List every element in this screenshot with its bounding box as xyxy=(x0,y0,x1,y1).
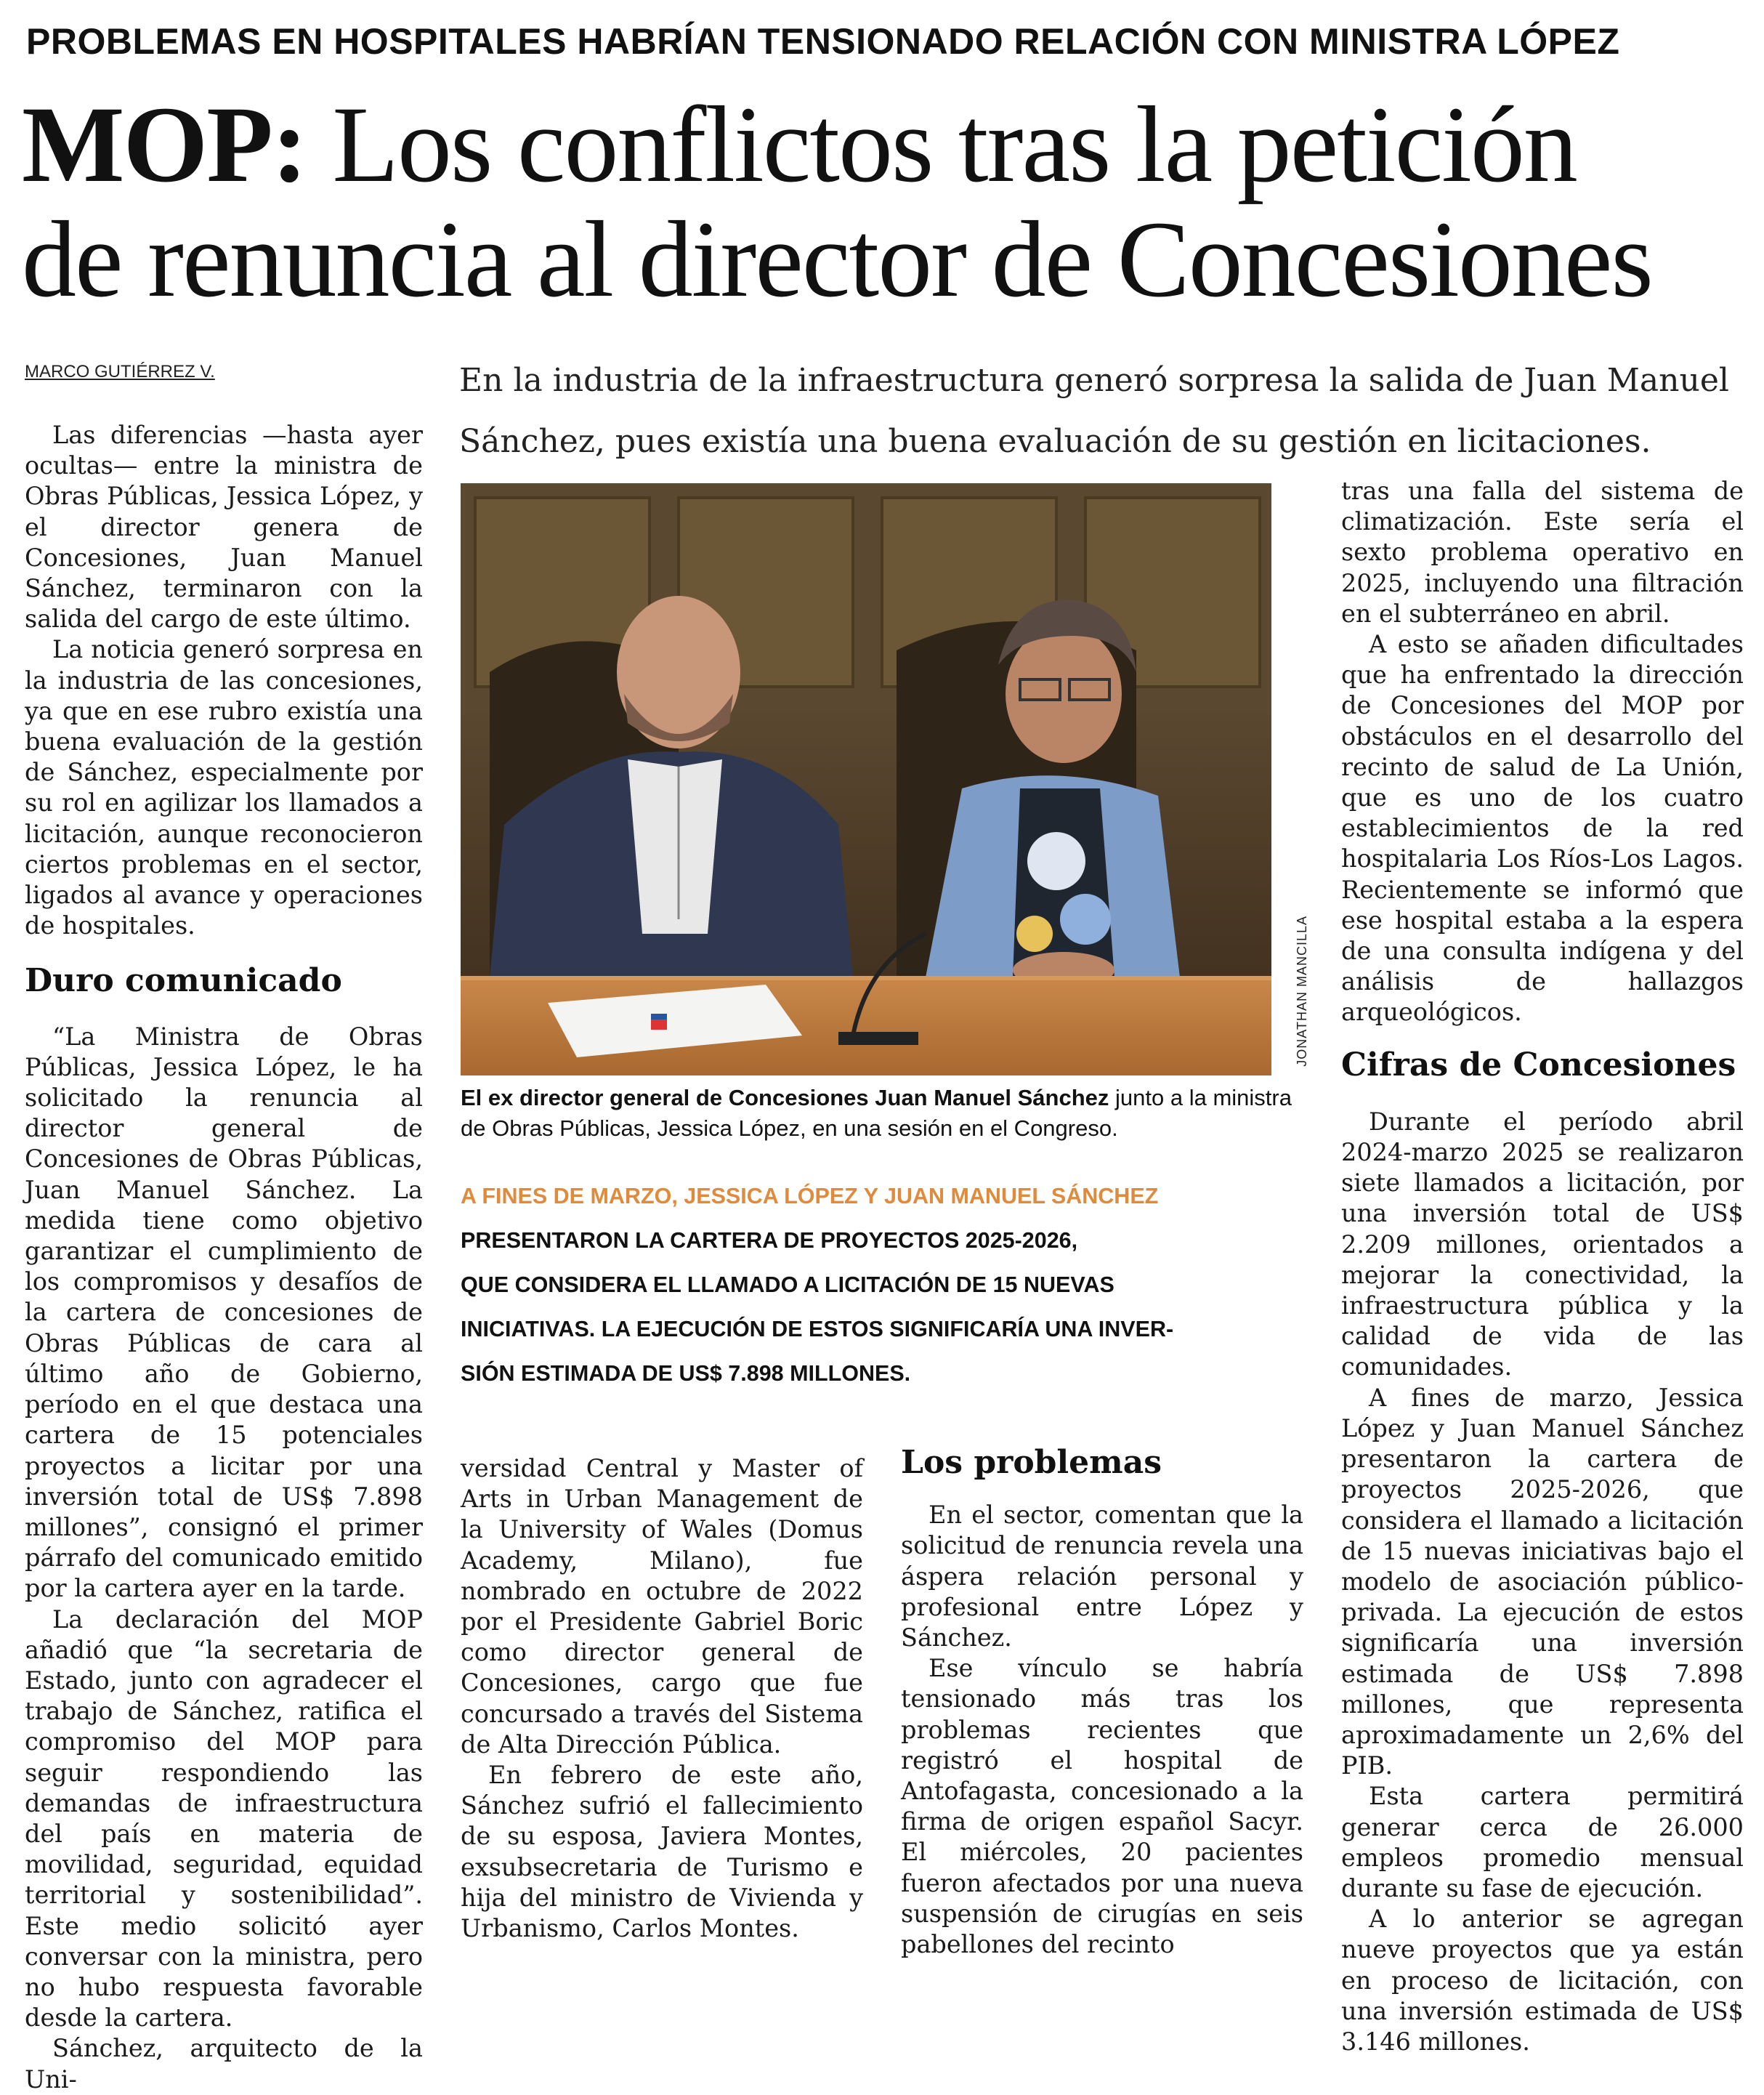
caption-bold: El ex director general de Concesiones Juan Manuel Sánchez xyxy=(461,1085,1109,1110)
paragraph: En el sector, comentan que la solicitud de renuncia revela una áspera relación personal y profesional entre López y Sánchez. xyxy=(901,1501,1303,1652)
paragraph: tras una falla del sistema de climatización. Este sería el sexto problema operativo en 2025, incluyendo una filtración en el subterráneo en abril. xyxy=(1341,477,1744,628)
paragraph: versidad Central y Master of Arts in Urban Management de la University of Wales (Domus Academy, Milano), fue nombrado en octubre de 2022 por el Presidente Gabriel Boric como director general de Concesiones, cargo que fue concursado a través del Sistema de Alta Dirección Pública. xyxy=(461,1454,863,1759)
paragraph: A esto se añaden dificultades que ha enfrentado la dirección de Concesiones del MOP por obstáculos en el desarrollo del recinto de salud de La Unión, que es uno de los cuatro establecimientos de la red hospitalaria Los Ríos-Los Lagos. Recientemente se informó que ese hospital estaba a la espera de una consulta indígena y del análisis de hallazgos arqueológicos. xyxy=(1341,630,1744,1027)
paragraph: Esta cartera permitirá generar cerca de 26.000 empleos promedio mensual durante su fase de ejecución. xyxy=(1341,1782,1744,1902)
subhead-los-problemas: Los problemas xyxy=(901,1444,1162,1481)
subhead-cifras-de-concesiones: Cifras de Concesiones xyxy=(1341,1046,1736,1083)
column-3 xyxy=(901,1444,1303,1960)
pull-quote-line: INICIATIVAS. LA EJECUCIÓN DE ESTOS SIGNIFICARÍA UNA INVER- xyxy=(461,1317,1174,1341)
column-4 xyxy=(1341,476,1744,2057)
paragraph: A lo anterior se agregan nueve proyectos que ya están en proceso de licitación, con una inversión estimada de US$ 3.146 millones. xyxy=(1341,1905,1744,2056)
headline-line-1 xyxy=(22,84,1751,205)
paragraph: Sánchez, arquitecto de la Uni- xyxy=(25,2034,423,2094)
paragraph: “La Ministra de Obras Públicas, Jessica López, le ha solicitado la renuncia al director general de Concesiones de Obras Públicas, Juan Manuel Sánchez. La medida tiene como objetivo garantizar el cumplimiento de los compromisos y desafíos de la cartera de concesiones de Obras Públicas de cara al último año de Gobierno, período en el que destaca una cartera de 15 potenciales proyectos a licitar por una inversión total de US$ 7.898 millones”, consignó el primer párrafo del comunicado emitido por la cartera ayer en la tarde. xyxy=(25,1022,423,1603)
pull-quote-line: QUE CONSIDERA EL LLAMADO A LICITACIÓN DE 15 NUEVAS xyxy=(461,1272,1114,1297)
byline: MARCO GUTIÉRREZ V. xyxy=(25,362,215,382)
caption-rest: junto a la ministra de Obras Públicas, Jessica López, en una sesión en el Congreso. xyxy=(461,1085,1292,1141)
headline-line-2: de renuncia al director de Concesiones xyxy=(22,199,1652,320)
photo-caption xyxy=(461,1083,1303,1144)
photo-illustration xyxy=(461,483,1271,1075)
kicker: PROBLEMAS EN HOSPITALES HABRÍAN TENSIONADO RELACIÓN CON MINISTRA LÓPEZ xyxy=(26,21,1620,62)
column-1 xyxy=(25,420,423,2095)
headline-line-1-text: Los conflictos tras la petición xyxy=(332,84,1577,205)
photo-credit: JONATHAN MANCILLA xyxy=(1295,916,1309,1067)
standfirst: En la industria de la infraestructura generó sorpresa la salida de Juan Manuel Sánchez, pues existía una buena evaluación de su gestión en licitaciones. xyxy=(459,362,1729,460)
photo xyxy=(461,483,1271,1075)
subhead-duro-comunicado: Duro comunicado xyxy=(25,962,342,1000)
headline-lead: MOP: xyxy=(22,84,307,205)
pull-quote-lead: A FINES DE MARZO, JESSICA LÓPEZ Y JUAN MANUEL SÁNCHEZ xyxy=(461,1184,1159,1208)
pull-quote-line: SIÓN ESTIMADA DE US$ 7.898 MILLONES. xyxy=(461,1361,911,1386)
paragraph: Durante el período abril 2024-marzo 2025 se realizaron siete llamados a licitación, por una inversión total de US$ 2.209 millones, orientados a mejorar la conectividad, la infraestructura pública y la calidad de vida de las comunidades. xyxy=(1341,1107,1744,1381)
headline xyxy=(22,84,1751,320)
paragraph: La noticia generó sorpresa en la industria de las concesiones, ya que en ese rubro existía una buena evaluación de la gestión de Sánchez, especialmente por su rol en agilizar los llamados a licitación, aunque reconocieron ciertos problemas en el sector, ligados al avance y operaciones de hospitales. xyxy=(25,635,423,940)
paragraph: Las diferencias —hasta ayer ocultas— entre la ministra de Obras Públicas, Jessica López, y el director genera de Concesiones, Juan Manuel Sánchez, terminaron con la salida del cargo de este último. xyxy=(25,421,423,634)
pull-quote xyxy=(461,1174,1296,1396)
paragraph: A fines de marzo, Jessica López y Juan Manuel Sánchez presentaron la cartera de proyectos 2025-2026, que considera el llamado a licitación de 15 nuevas iniciativas bajo el modelo de asociación público-privada. La ejecución de estos significaría una inversión estimada de US$ 7.898 millones, que representa aproximadamente un 2,6% del PIB. xyxy=(1341,1383,1744,1780)
pull-quote-line: PRESENTARON LA CARTERA DE PROYECTOS 2025-2026, xyxy=(461,1228,1078,1253)
column-2 xyxy=(461,1453,863,1944)
paragraph: En febrero de este año, Sánchez sufrió el fallecimiento de su esposa, Javiera Montes, exsubsecretaria de Turismo e hija del ministro de Vivienda y Urbanismo, Carlos Montes. xyxy=(461,1761,863,1943)
paragraph: La declaración del MOP añadió que “la secretaria de Estado, junto con agradecer el trabajo de Sánchez, ratifica el compromiso del MOP para seguir respondiendo las demandas de infraestructura del país en materia de movilidad, seguridad, equidad territorial y sostenibilidad”. Este medio solicitó ayer conversar con la ministra, pero no hubo respuesta favorable desde la cartera. xyxy=(25,1604,423,2033)
paragraph: Ese vínculo se habría tensionado más tras los problemas recientes que registró el hospital de Antofagasta, concesionado a la firma de origen español Sacyr. El miércoles, 20 pacientes fueron afectados por una nueva suspensión de cirugías en seis pabellones del recinto xyxy=(901,1654,1303,1959)
